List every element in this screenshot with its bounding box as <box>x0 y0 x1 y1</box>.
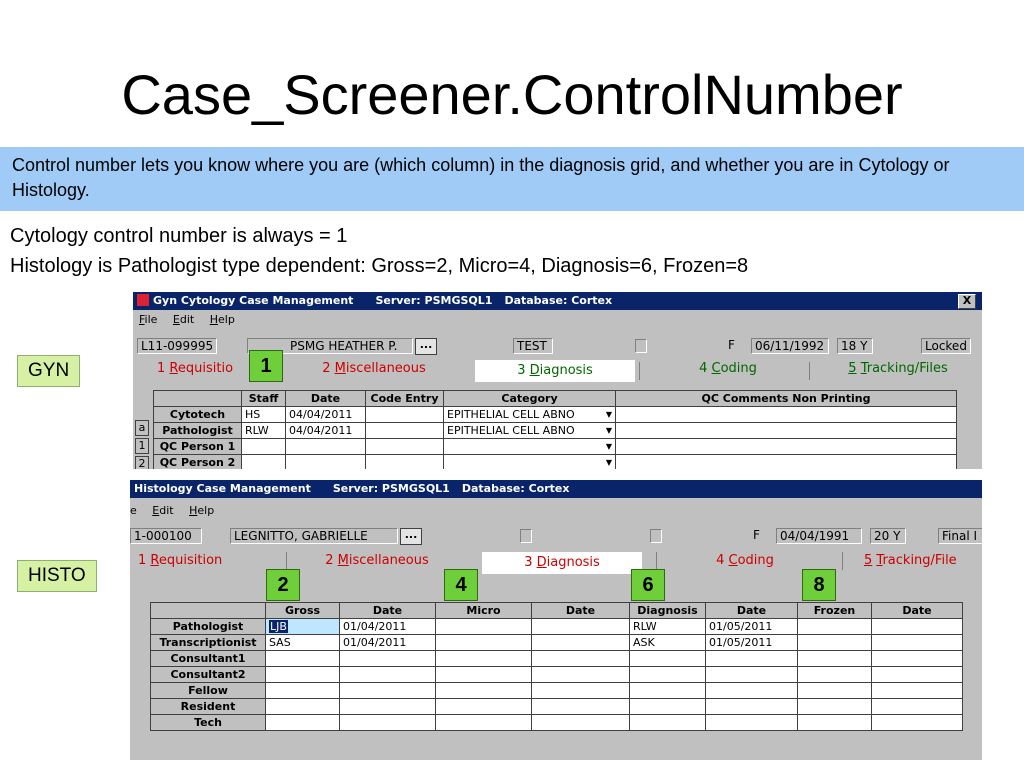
staff-field[interactable]: LEGNITTO, GABRIELLE <box>230 528 398 544</box>
grid-cell[interactable] <box>436 667 532 683</box>
slide-title: Case_Screener.ControlNumber <box>121 63 903 126</box>
menu-file-fragment[interactable]: e <box>130 504 137 517</box>
table-row <box>151 619 963 635</box>
grid-cell[interactable] <box>340 667 436 683</box>
grid-header-row <box>151 603 963 619</box>
table-row <box>151 651 963 667</box>
gyn-diagnosis-grid <box>153 390 957 469</box>
grid-cell[interactable] <box>630 667 706 683</box>
grid-cell[interactable]: RLW <box>242 423 286 439</box>
grid-cell[interactable] <box>266 715 340 731</box>
grid-cell[interactable] <box>242 439 286 455</box>
row-label[interactable]: Consultant1 <box>151 651 266 667</box>
grid-cell[interactable] <box>340 715 436 731</box>
histo-database: Database: Cortex <box>461 482 570 495</box>
tab-diagnosis[interactable]: 3 Diagnosis <box>475 360 635 382</box>
grid-cell[interactable] <box>616 455 957 470</box>
app-icon <box>137 294 149 306</box>
checkbox[interactable] <box>650 529 662 543</box>
tab-requisition[interactable]: 1 Requisition <box>138 553 223 568</box>
grid-cell[interactable] <box>798 635 872 651</box>
grid-cell[interactable] <box>630 651 706 667</box>
grid-header <box>154 391 242 407</box>
grid-cell[interactable] <box>340 699 436 715</box>
grid-header: Gross <box>266 603 340 619</box>
category-dropdown[interactable]: ▼ EPITHELIAL CELL ABNO <box>444 423 616 439</box>
grid-cell[interactable] <box>532 715 630 731</box>
control-number-badge: 6 <box>631 569 665 601</box>
gyn-titlebar <box>133 292 982 310</box>
tab-coding[interactable]: 4 Coding <box>699 361 757 376</box>
grid-cell[interactable] <box>532 635 630 651</box>
row-label[interactable]: Transcriptionist <box>151 635 266 651</box>
grid-cell[interactable] <box>798 715 872 731</box>
control-number-badge: 4 <box>444 569 478 601</box>
staff-lookup-button[interactable]: ... <box>400 528 422 545</box>
histo-diagnosis-grid <box>150 602 963 731</box>
grid-cell[interactable] <box>436 635 532 651</box>
grid-cell[interactable] <box>366 439 444 455</box>
category-dropdown[interactable] <box>444 455 616 470</box>
staff-lookup-button[interactable]: ... <box>415 338 437 355</box>
chevron-down-icon[interactable]: ▼ <box>605 409 612 419</box>
close-icon[interactable]: X <box>958 294 976 309</box>
grid-header: Micro <box>436 603 532 619</box>
histo-menubar <box>130 503 220 519</box>
grid-cell[interactable] <box>706 699 798 715</box>
grid-cell[interactable] <box>630 683 706 699</box>
grid-cell[interactable] <box>366 423 444 439</box>
grid-header <box>151 603 266 619</box>
grid-cell[interactable] <box>532 699 630 715</box>
info-box: Control number lets you know where you are (which column) in the diagnosis grid, and whether you are in Cytology or Histology. <box>0 147 1024 211</box>
menu-file[interactable]: File <box>139 313 158 326</box>
grid-cell[interactable] <box>872 619 963 635</box>
menu-edit[interactable]: Edit <box>152 504 174 517</box>
grid-cell[interactable] <box>532 619 630 635</box>
tab-divider <box>809 362 810 380</box>
status-field[interactable]: Locked <box>921 338 971 354</box>
grid-cell[interactable] <box>706 651 798 667</box>
menu-help[interactable]: Help <box>209 313 235 326</box>
tab-miscellaneous[interactable]: 2 Miscellaneous <box>325 553 429 568</box>
row-marker: a <box>135 420 149 436</box>
row-label[interactable]: Fellow <box>151 683 266 699</box>
tab-coding[interactable]: 4 Coding <box>716 553 774 568</box>
grid-cell[interactable] <box>798 699 872 715</box>
dob-field[interactable]: 04/04/1991 <box>776 528 862 544</box>
tab-divider <box>639 362 640 380</box>
test-field[interactable]: TEST <box>513 338 553 354</box>
grid-cell[interactable] <box>266 683 340 699</box>
tab-miscellaneous[interactable]: 2 Miscellaneous <box>322 361 426 376</box>
grid-cell[interactable] <box>872 651 963 667</box>
control-number-badge: 2 <box>266 569 300 601</box>
row-marker: 1 <box>135 438 149 454</box>
tab-divider <box>286 552 287 570</box>
chevron-down-icon[interactable]: ▼ <box>605 425 612 435</box>
row-label[interactable]: QC Person 2 <box>154 455 242 470</box>
grid-header: Frozen <box>798 603 872 619</box>
case-number-field[interactable]: L11-099995 <box>137 338 217 354</box>
grid-cell[interactable] <box>872 635 963 651</box>
grid-cell[interactable] <box>340 683 436 699</box>
grid-header: Date <box>706 603 798 619</box>
grid-cell[interactable] <box>286 439 366 455</box>
grid-cell[interactable]: HS <box>242 407 286 423</box>
table-row <box>154 407 957 423</box>
category-dropdown[interactable] <box>444 439 616 455</box>
histo-window-title: Histology Case Management <box>134 482 311 495</box>
tab-divider <box>842 552 843 570</box>
table-row <box>151 715 963 731</box>
table-row <box>151 683 963 699</box>
tab-tracking-files[interactable]: 5 Tracking/Files <box>848 361 948 376</box>
grid-cell[interactable] <box>436 651 532 667</box>
grid-cell-selected[interactable]: LJB <box>266 619 340 635</box>
table-row <box>151 667 963 683</box>
category-dropdown[interactable]: ▼ EPITHELIAL CELL ABNO <box>444 407 616 423</box>
row-marker: 2 <box>135 456 149 469</box>
grid-header: Date <box>872 603 963 619</box>
histo-label: HISTO <box>17 560 97 592</box>
grid-cell[interactable]: 01/05/2011 <box>706 635 798 651</box>
case-number-field[interactable]: 1-000100 <box>130 528 202 544</box>
grid-cell[interactable]: SAS <box>266 635 340 651</box>
grid-cell[interactable] <box>706 667 798 683</box>
grid-cell[interactable]: RLW <box>630 619 706 635</box>
grid-header: Code Entry <box>366 391 444 407</box>
table-row <box>151 699 963 715</box>
grid-cell[interactable] <box>532 651 630 667</box>
tab-tracking-files[interactable]: 5 Tracking/File <box>864 553 957 568</box>
row-label[interactable]: Cytotech <box>154 407 242 423</box>
grid-header: Date <box>286 391 366 407</box>
grid-header: Diagnosis <box>630 603 706 619</box>
grid-cell[interactable] <box>532 683 630 699</box>
chevron-down-icon[interactable]: ▼ <box>605 441 612 451</box>
grid-cell[interactable] <box>616 407 957 423</box>
grid-cell[interactable] <box>286 455 366 470</box>
grid-cell[interactable] <box>872 683 963 699</box>
tab-diagnosis[interactable]: 3 Diagnosis <box>482 552 642 574</box>
histology-note: Histology is Pathologist type dependent: Gross=2, Micro=4, Diagnosis=6, Frozen=8 <box>10 255 749 277</box>
table-row <box>154 439 957 455</box>
histo-window <box>130 480 982 760</box>
grid-cell[interactable] <box>616 439 957 455</box>
gyn-window-title: Gyn Cytology Case Management <box>153 294 354 307</box>
grid-cell[interactable] <box>872 699 963 715</box>
row-label[interactable]: Pathologist <box>154 423 242 439</box>
dob-field[interactable]: 06/11/1992 <box>751 338 829 354</box>
grid-cell[interactable] <box>706 715 798 731</box>
grid-cell[interactable] <box>266 651 340 667</box>
grid-cell[interactable] <box>616 423 957 439</box>
age-field[interactable]: 18 Y <box>837 338 873 354</box>
table-row <box>151 635 963 651</box>
grid-cell[interactable] <box>436 715 532 731</box>
grid-cell[interactable] <box>798 619 872 635</box>
staff-field[interactable]: PSMG HEATHER P. <box>247 338 413 354</box>
histo-server: Server: PSMGSQL1 <box>332 482 450 495</box>
menu-edit[interactable]: Edit <box>172 313 195 326</box>
sex-field[interactable]: F <box>725 338 739 354</box>
gyn-menubar <box>133 312 241 328</box>
row-label[interactable]: Tech <box>151 715 266 731</box>
grid-cell[interactable] <box>798 667 872 683</box>
tab-divider <box>656 552 657 570</box>
grid-cell[interactable]: 04/04/2011 <box>286 423 366 439</box>
row-label[interactable]: Pathologist <box>151 619 266 635</box>
checkbox[interactable] <box>520 529 532 543</box>
histo-titlebar <box>130 480 982 498</box>
grid-cell[interactable] <box>436 683 532 699</box>
grid-header: QC Comments Non Printing <box>616 391 957 407</box>
grid-header-row <box>154 391 957 407</box>
grid-cell[interactable]: 04/04/2011 <box>286 407 366 423</box>
row-label[interactable]: QC Person 1 <box>154 439 242 455</box>
grid-cell[interactable] <box>630 715 706 731</box>
chevron-down-icon[interactable]: ▼ <box>605 457 612 467</box>
grid-cell[interactable] <box>366 455 444 470</box>
sex-field[interactable]: F <box>750 528 764 544</box>
grid-cell[interactable] <box>436 619 532 635</box>
grid-cell[interactable] <box>630 699 706 715</box>
grid-cell[interactable]: 01/04/2011 <box>340 635 436 651</box>
grid-cell[interactable] <box>266 699 340 715</box>
row-label[interactable]: Consultant2 <box>151 667 266 683</box>
control-number-badge: 8 <box>802 569 836 601</box>
table-row <box>154 455 957 470</box>
menu-help[interactable]: Help <box>189 504 215 517</box>
age-field[interactable]: 20 Y <box>870 528 906 544</box>
table-row <box>154 423 957 439</box>
control-number-badge: 1 <box>249 350 283 382</box>
tab-requisition[interactable]: 1 Requisitio <box>157 361 234 376</box>
grid-header: Date <box>532 603 630 619</box>
grid-cell[interactable] <box>872 715 963 731</box>
grid-cell[interactable] <box>340 651 436 667</box>
grid-header: Staff <box>242 391 286 407</box>
grid-header: Date <box>340 603 436 619</box>
grid-cell[interactable] <box>366 407 444 423</box>
gyn-server: Server: PSMGSQL1 <box>375 294 493 307</box>
grid-header: Category <box>444 391 616 407</box>
grid-cell[interactable] <box>436 699 532 715</box>
gyn-label: GYN <box>17 355 80 387</box>
grid-cell[interactable] <box>266 667 340 683</box>
grid-cell[interactable] <box>872 667 963 683</box>
status-field[interactable]: Final I <box>938 528 982 544</box>
grid-cell[interactable]: 01/04/2011 <box>340 619 436 635</box>
grid-cell[interactable] <box>798 683 872 699</box>
cytology-note: Cytology control number is always = 1 <box>10 225 348 247</box>
grid-cell[interactable] <box>706 683 798 699</box>
checkbox[interactable] <box>635 339 647 353</box>
grid-cell[interactable] <box>798 651 872 667</box>
grid-cell[interactable] <box>242 455 286 470</box>
gyn-database: Database: Cortex <box>504 294 613 307</box>
row-label[interactable]: Resident <box>151 699 266 715</box>
grid-cell[interactable]: 01/05/2011 <box>706 619 798 635</box>
grid-cell[interactable]: ASK <box>630 635 706 651</box>
grid-cell[interactable] <box>532 667 630 683</box>
